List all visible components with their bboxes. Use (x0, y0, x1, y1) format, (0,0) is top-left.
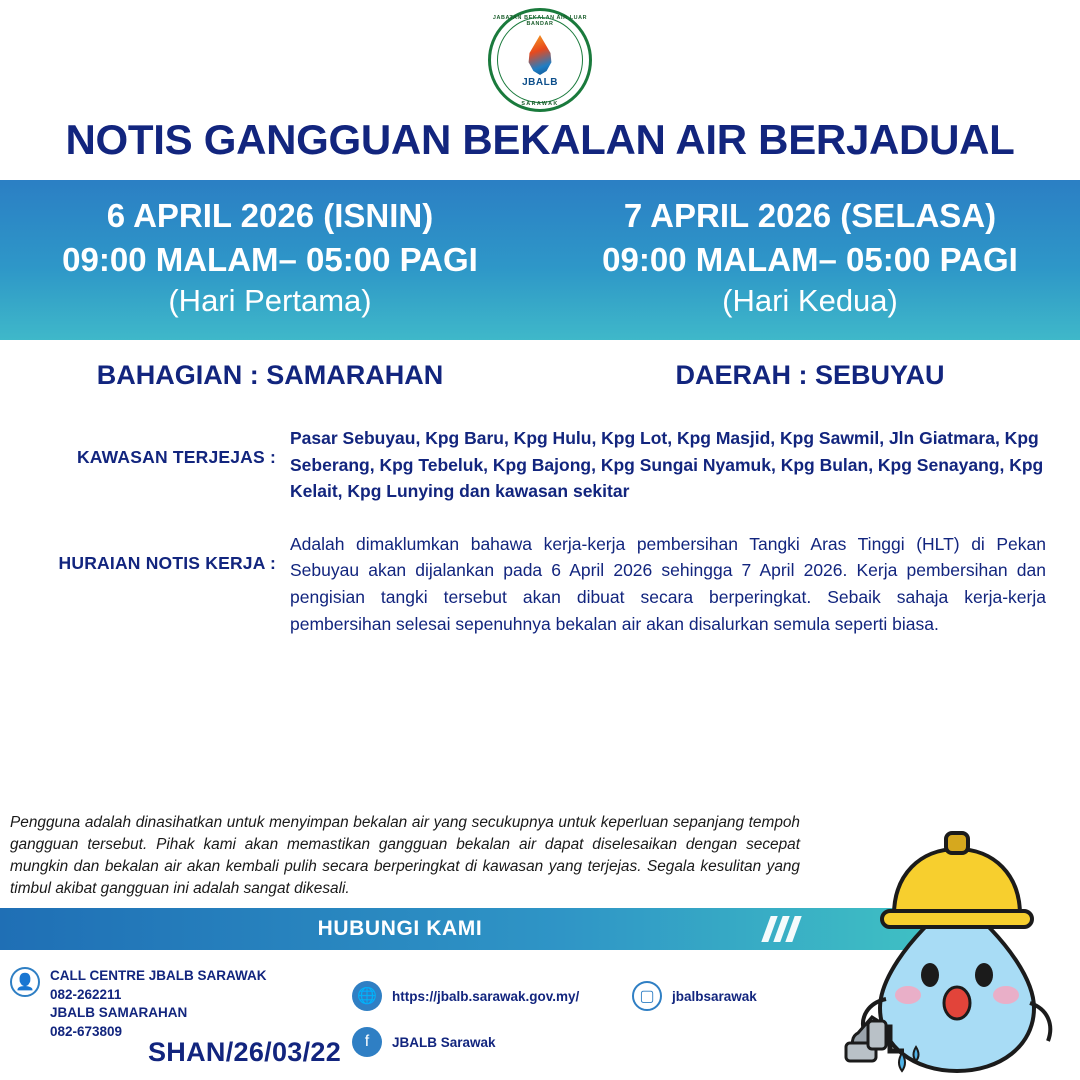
facebook-block[interactable] (352, 1027, 496, 1057)
contact-heading: HUBUNGI KAMI (317, 917, 483, 940)
work-description-row (0, 505, 1080, 637)
instagram-icon: ▢ (632, 981, 662, 1011)
call-centre-text (50, 967, 267, 1042)
affected-areas-row (0, 399, 1080, 505)
work-description-value: Adalah dimaklumkan bahawa kerja-kerja pembersihan Tangki Aras Tinggi (HLT) di Pekan Sebuyau akan dijalankan pada 6 April 2026 sehingga 7 April 2026. Kerja pembersihan dan pengisian tangki tersebut akan dibuat secara berperingkat. Sebaik sahaja kerja-kerja pembersihan selesai sepenuhnya bekalan air akan disalurkan semula seperti biasa. (290, 533, 1046, 634)
reference-code: SHAN/26/03/22 (148, 1037, 342, 1067)
date-second-day: (Hari Kedua) (722, 283, 898, 319)
logo-arc-top-text: JABATAN BEKALAN AIR LUAR BANDAR (492, 15, 588, 27)
logo-inner-ring (497, 17, 583, 103)
jbalb-logo (488, 8, 592, 112)
facebook-icon: f (352, 1027, 382, 1057)
branch-title: JBALB SAMARAHAN (50, 1005, 188, 1021)
instagram-handle[interactable]: jbalbsarawak (672, 988, 757, 1004)
date-column-second (540, 194, 1080, 322)
water-droplet-mascot (842, 803, 1072, 1078)
date-column-first (0, 194, 540, 322)
person-icon: 👤 (10, 967, 40, 997)
branch-phone[interactable]: 082-673809 (50, 1023, 123, 1039)
website-url[interactable]: https://jbalb.sarawak.gov.my/ (392, 988, 580, 1004)
date-second-time: 09:00 MALAM– 05:00 PAGI (602, 240, 1018, 278)
work-description-label: HURAIAN NOTIS KERJA : (58, 552, 276, 573)
date-first-date: 6 APRIL 2026 (ISNIN) (106, 197, 434, 234)
date-first-day: (Hari Pertama) (168, 283, 372, 319)
affected-areas-label: KAWASAN TERJEJAS : (76, 447, 276, 467)
affected-areas-value: Pasar Sebuyau, Kpg Baru, Kpg Hulu, Kpg Lot, Kpg Masjid, Kpg Sawmil, Jln Giatmara, Kpg Seberang, Kpg Tebeluk, Kpg Bajong, Kpg Sungai Nyamuk, Kpg Bulan, Kpg Senayang, Kpg Kelait, Kpg Lunying dan kawasan sekitar (290, 428, 1044, 502)
logo-acronym: JBALB (522, 77, 558, 88)
district-label: DAERAH : SEBUYAU (675, 360, 945, 390)
water-drop-icon (525, 35, 555, 75)
division-label: BAHAGIAN : SAMARAHAN (96, 360, 444, 390)
date-banner (0, 180, 1080, 340)
region-row (0, 340, 1080, 399)
call-centre-phone[interactable]: 082-262211 (50, 986, 122, 1002)
page-title: NOTIS GANGGUAN BEKALAN AIR BERJADUAL (65, 116, 1015, 163)
logo-arc-bottom-text: SARAWAK (521, 101, 559, 107)
call-centre-block (10, 967, 267, 1042)
call-centre-title: CALL CENTRE JBALB SARAWAK (50, 968, 267, 983)
logo-container (0, 0, 1080, 112)
globe-icon: 🌐 (352, 981, 382, 1011)
advisory-note: Pengguna adalah dinasihatkan untuk menyimpan bekalan air yang secukupnya untuk keperluan sepanjang tempoh gangguan tersebut. Pihak kami akan memastikan gangguan bekalan air dapat diselesaikan dengan secepat mungkin dan bekalan air akan kembali pulih secara berperingkat di kawasan yang terjejas. Segala kesulitan yang timbul akibat gangguan ini adalah sangat dikesali. (10, 814, 800, 897)
facebook-handle[interactable]: JBALB Sarawak (392, 1034, 496, 1050)
date-second-date: 7 APRIL 2026 (SELASA) (623, 197, 997, 234)
instagram-block[interactable] (632, 981, 757, 1011)
website-block[interactable] (352, 981, 579, 1011)
decorative-slashes (766, 916, 797, 942)
date-first-time: 09:00 MALAM– 05:00 PAGI (62, 240, 478, 278)
